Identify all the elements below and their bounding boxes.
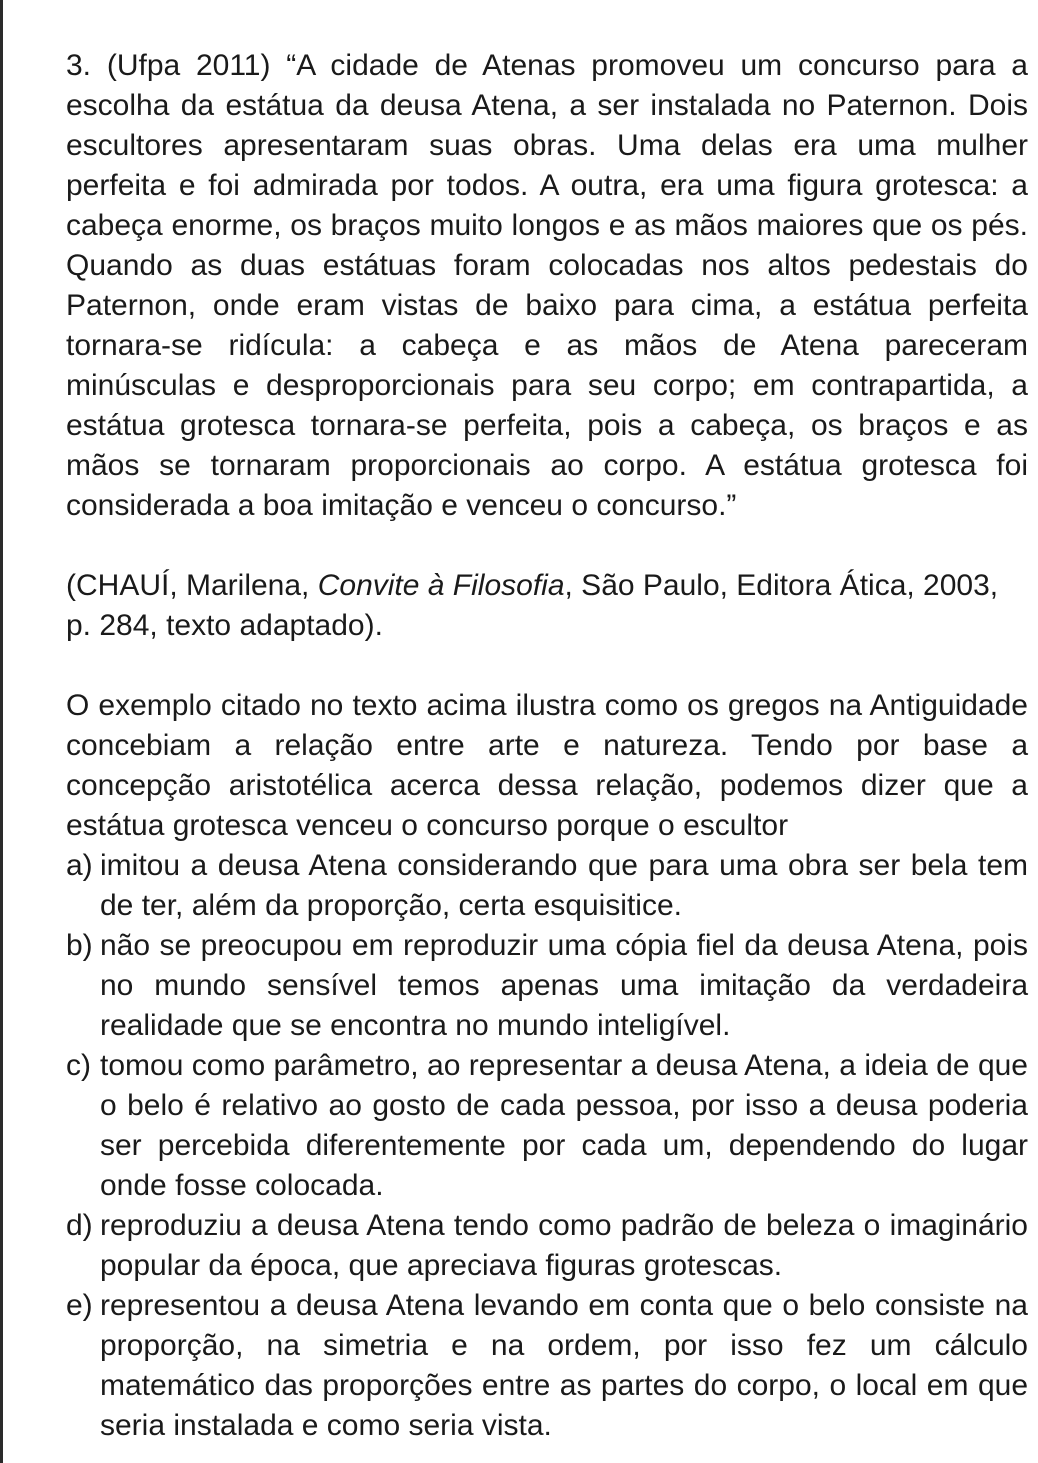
spacer <box>66 646 1028 686</box>
citation <box>66 566 1028 646</box>
option-c[interactable] <box>66 1046 1028 1206</box>
citation-title: Convite à Filosofia <box>317 569 565 602</box>
option-text: não se preocupou em reproduzir uma cópia fiel da deusa Atena, pois no mundo sensível temos apenas uma imitação da verdadeira realidade que se encontra no mundo inteligível. <box>100 929 1028 1042</box>
option-letter: e) <box>66 1289 93 1322</box>
option-d[interactable] <box>66 1206 1028 1286</box>
option-text: representou a deusa Atena levando em conta que o belo consiste na proporção, na simetria e na ordem, por isso fez um cálculo matemático das proporções entre as partes do corpo, o local em que seria instalada e como seria vista. <box>100 1289 1028 1442</box>
option-a[interactable] <box>66 846 1028 926</box>
question-statement <box>66 46 1028 526</box>
citation-prefix: (CHAUÍ, Marilena, <box>66 569 318 602</box>
option-text: reproduziu a deusa Atena tendo como padrão de beleza o imaginário popular da época, que apreciava figuras grotescas. <box>100 1209 1028 1282</box>
option-text: imitou a deusa Atena considerando que para uma obra ser bela tem de ter, além da proporção, certa esquisitice. <box>100 849 1028 922</box>
option-text: tomou como parâmetro, ao representar a deusa Atena, a ideia de que o belo é relativo ao gosto de cada pessoa, por isso a deusa poderia ser percebida diferentemente por cada um, dependendo do lugar onde fosse colocada. <box>100 1049 1028 1202</box>
option-letter: b) <box>66 929 93 962</box>
question-quote: “A cidade de Atenas promoveu um concurso para a escolha da estátua da deusa Atena, a ser instalada no Paternon. Dois escultores apresentaram suas obras. Uma delas era uma mulher perfeita e foi admirada por todos. A outra, era uma figura grotesca: a cabeça enorme, os braços muito longos e as mãos maiores que os pés. Quando as duas estátuas foram colocadas nos altos pedestais do Paternon, onde eram vistas de baixo para cima, a estátua perfeita tornara-se ridícula: a cabeça e as mãos de Atena pareceram minúsculas e desproporcionais para seu corpo; em contrapartida, a estátua grotesca tornara-se perfeita, pois a cabeça, os braços e as mãos se tornaram proporcionais ao corpo. A estátua grotesca foi considerada a boa imitação e venceu o concurso.” <box>66 49 1028 522</box>
page-left-border <box>0 0 3 1463</box>
question-document <box>66 46 1028 1446</box>
option-b[interactable] <box>66 926 1028 1046</box>
option-e[interactable] <box>66 1286 1028 1446</box>
question-prompt: O exemplo citado no texto acima ilustra como os gregos na Antiguidade concebiam a relação entre arte e natureza. Tendo por base a concepção aristotélica acerca dessa relação, podemos dizer que a estátua grotesca venceu o concurso porque o escultor <box>66 689 1028 842</box>
citation-suffix: , São Paulo, Editora Ática, 2003, p. 284, texto adaptado). <box>66 569 999 642</box>
option-letter: a) <box>66 849 93 882</box>
question-number: 3. <box>66 49 92 82</box>
answer-options <box>66 846 1028 1446</box>
spacer <box>66 526 1028 566</box>
option-letter: c) <box>66 1049 91 1082</box>
option-letter: d) <box>66 1209 93 1242</box>
question-source: (Ufpa 2011) <box>106 49 271 82</box>
